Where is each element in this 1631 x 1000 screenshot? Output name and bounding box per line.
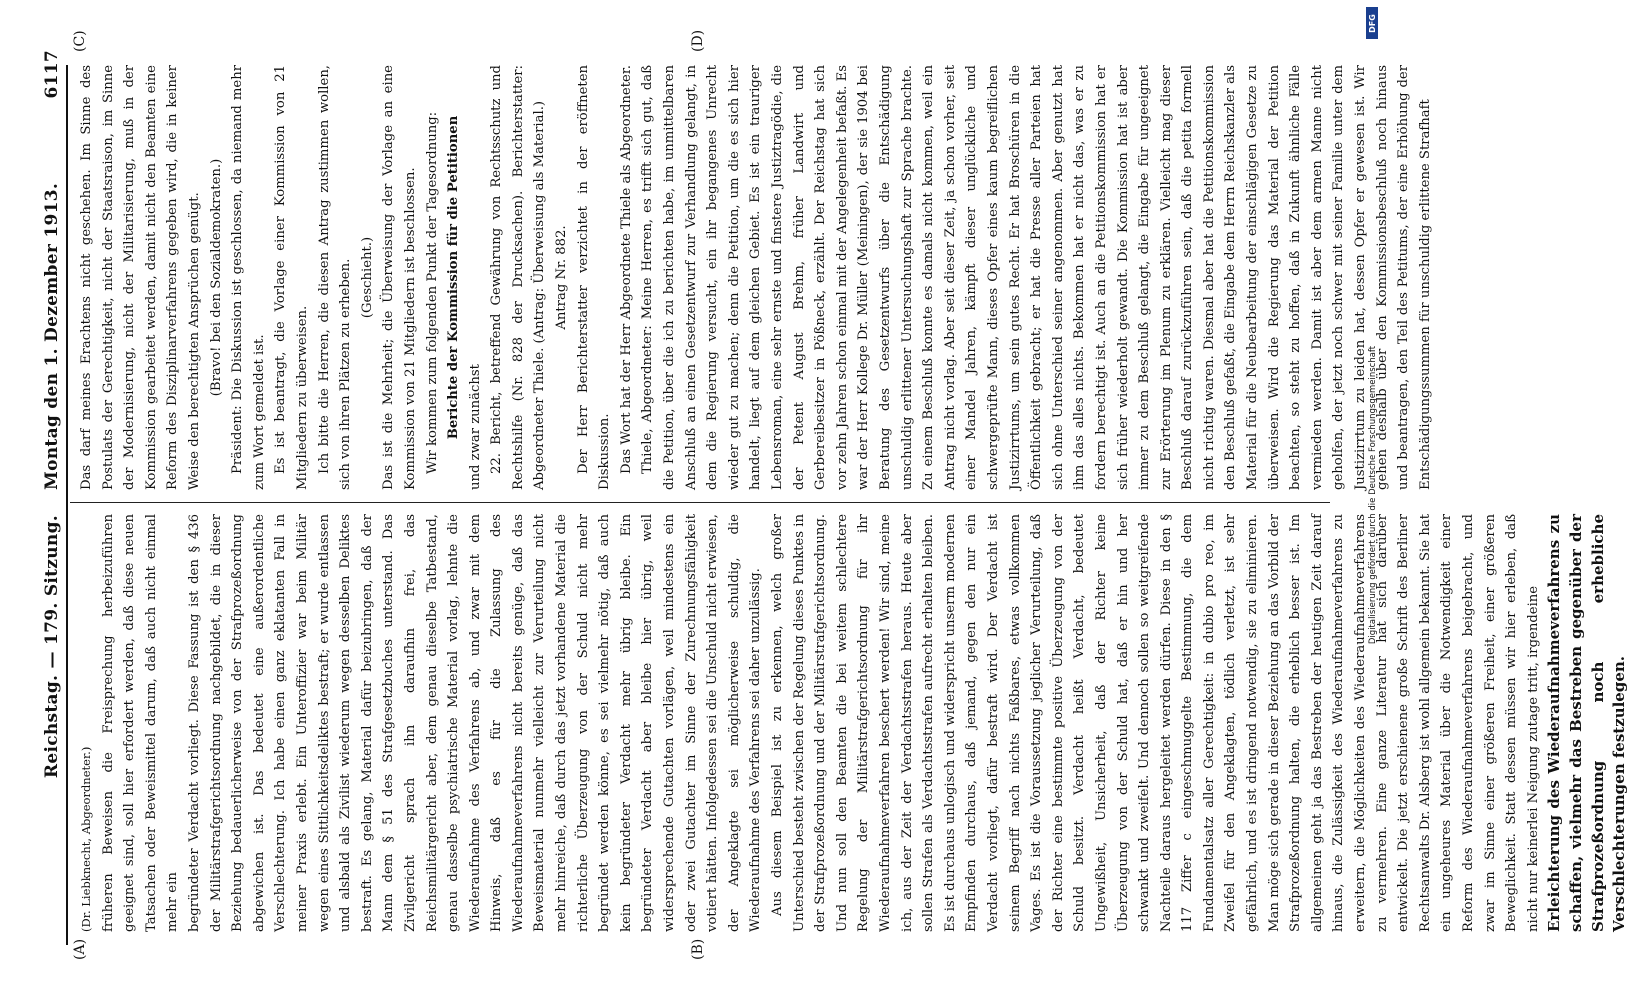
- action-note: (Geschieht.): [359, 236, 375, 319]
- left-page-title: Reichstag. — 179. Sitzung.: [42, 515, 62, 779]
- paragraph: Das darf meines Erachtens nicht geschehen. Im Sinne des Postulats der Gerechtigkeit, nicht der Staatsraison, im Sinne der Modernisierung, nicht der Militarisierung, muß in der Kommission gearbeitet werden, damit nicht den Beamten eine Reform des Disziplinarverfahrens gegeben wird, die in keiner Weise den berechtigten Ansprüchen genügt.: [79, 65, 202, 490]
- column-divider: [70, 502, 1330, 503]
- paragraph: begründeter Verdacht vorliegt. Diese Fassung ist den § 436 der Militärstrafgerichtsordnung nachgebildet, die in dieser Beziehung bedauerlicherweise von der Strafprozeßordnung abgewichen ist. Das bedeutet eine außerordentliche Verschlechterung. Ich habe einen ganz eklatanten Fall in meiner Praxis erlebt. Ein Unteroffizier war beim Militär wegen eines Sittlichkeitsdeliktes bestraft; er wurde entlassen und alsbald als Zivilist wiederum wegen desselben Deliktes bestraft. Es gelang, Material dafür beizubringen, daß der Mann dem § 51 des Strafgesetzbuches unterstand. Das Zivilgericht sprach ihn daraufhin frei, das Reichsmilitärgericht aber, dem genau dieselbe Tatbestand, genau dasselbe psychiatrische Material vorlag, lehnte die Wiederaufnahme des Verfahrens ab, und zwar mit dem Hinweis, daß es für die Zulassung des Wiederaufnahmeverfahrens nicht bereits genüge, daß das Beweismaterial nunmehr vielleicht zur Verurteilung nicht mehr hinreiche, daß durch das jetzt vorhandene Material die richterliche Überzeugung von der Schuld nicht mehr begründet werden könne, es sei vielmehr nötig, daß auch kein begründeter Verdacht mehr übrig bleibe. Ein begründeter Verdacht aber bleibe hier übrig, weil widersprechende Gutachten vorlägen, weil mindestens ein oder zwei Gutachter im Sinne der Zurechnungsfähigkeit votiert hätten. Infolgedessen sei die Unschuld nicht erwiesen, der Angeklagte sei möglicherweise schuldig, die Wiederaufnahme des Verfahrens sei daher unzulässig.: [186, 514, 764, 932]
- paragraph-emphasis: Erleichterung des Wiederaufnahmeverfahrens zu schaffen, vielmehr das Bestreben gegenüber der Strafprozeßordnung noch erhebliche Verschlechterungen festzulegen.: [1545, 514, 1629, 932]
- margin-marker-d: (D): [690, 29, 706, 52]
- paragraph: Das Wort hat der Herr Abgeordnete Thiele als Abgeordneter.: [618, 65, 634, 474]
- paragraph: Wir kommen zum folgenden Punkt der Tagesordnung:: [424, 111, 440, 474]
- right-page-title: Montag den 1. Dezember 1913.: [42, 182, 62, 490]
- right-page-number: 6117: [42, 50, 62, 99]
- paragraph: Thiele, Abgeordneter: Meine Herren, es trifft sich gut, daß die Petition, über die ich zu berichten habe, im unmittelbaren Anschluß an einen Gesetzentwurf zur Verhandlung gelangt, in dem die Regierung versucht, ein ihr begangenes Unrecht wieder gut zu machen; denn die Petition, um die es sich hier handelt, liegt auf dem gleichen Gebiet. Es ist ein trauriger Lebensroman, eine sehr ernste und finstere Justiztragödie, die der Petent August Brehm, früher Landwirt und Gerbereibesitzer in Pößneck, erzählt. Der Reichstag hat sich vor zehn Jahren schon einmal mit der Angelegenheit befaßt. Es war der Herr Kollege Dr. Müller (Meiningen), der sie 1904 bei Beratung des Gesetzentwurfs über die Entschädigung unschuldig erlittener Untersuchungshaft zur Sprache brachte. Zu einem Beschluß konnte es damals nicht kommen, weil ein Antrag nicht vorlag. Aber seit dieser Zeit, ja schon vorher, seit einer Mandel Jahren, kämpft dieser unglückliche und schwergeprüfte Mann, dieses Opfer eines kaum begreiflichen Justizirrtums, um sein gutes Recht. Er hat Broschüren in die Öffentlichkeit gebracht; er hat die Presse aller Parteien hat sich ohne Unterschied seiner angenommen. Aber genutzt hat ihm das alles nichts. Bekommen hat er nicht das, was er zu fordern berechtigt ist. Auch an die Petitionskommission hat er sich früher wiederholt gewandt. Die Kommission hat ist aber immer zu dem Beschluß gelangt, die Eingabe für ungeeignet zur Erörterung im Plenum zu erklären. Vielleicht mag dieser Beschluß darauf zurückzuführen sein, daß die petita formell nicht richtig waren. Diesmal aber hat die Petitionskommission den Beschluß gefaßt, die Eingabe dem Herrn Reichskanzler als Material für die Neubearbeitung der einschlägigen Gesetze zu überweisen. Wird die Regierung das Material der Petition beachten, so steht zu hoffen, daß in Zukunft ähnliche Fälle vermieden werden. Damit ist aber dem armen Manne nicht geholfen, der jetzt noch schwer mit seiner Familie unter dem Justizirrtum zu leiden hat, dessen Opfer er gewesen ist. Wir gehen deshalb über den Kommissionsbeschluß noch hinaus und beantragen, den Teil des Petitums, der eine Erhöhung der Entschädigungssummen für unschuldig erlittene Strafhaft: [640, 65, 1433, 490]
- paragraph: Der Herr Berichterstatter verzichtet in der eröffneten Diskussion.: [575, 65, 613, 490]
- paragraph: Es ist beantragt, die Vorlage einer Kommission von 21 Mitgliedern zu überweisen.: [273, 65, 310, 490]
- paragraph: Ich bitte die Herren, die diesen Antrag zustimmen wollen, sich von ihren Plätzen zu erheben.: [316, 65, 354, 490]
- footer-note: Digitalisierung gefördert durch die Deutsche Forschungsgemeinschaft: [1368, 345, 1378, 645]
- applause-note: (Bravo! bei den Sozialdemokraten.): [208, 158, 224, 397]
- right-page-header: [42, 50, 68, 490]
- paragraph: früheren Beweisen die Freisprechung herbeizuführen geeignet sind, soll hier erfordert werden, daß diese neuen Tatsachen oder Beweismittel darum, daß auch nicht einmal mehr ein: [100, 514, 181, 932]
- margin-marker-a: (A): [72, 938, 88, 960]
- right-column: [76, 65, 1433, 490]
- left-page-header: [42, 515, 68, 945]
- header-rule: [66, 65, 68, 945]
- agenda-item: 22. Bericht, betreffend Gewährung von Rechtsschutz und Rechtshilfe (Nr. 828 der Drucksachen). Berichterstatter: Abgeordneter Thiele. (Antrag: Überweisung als Material.): [489, 65, 548, 490]
- paragraph: Aus diesem Beispiel ist zu erkennen, welch großer Unterschied besteht zwischen der Regelung dieses Punktes in der Strafprozeßordnung und der Militärstrafgerichtsordnung. Und nun soll den Beamten die bei weitem schlechtere Regelung der Militärstrafgerichtsordnung für ihr Wiederaufnahmeverfahren beschert werden! Wir sind, meine ich, aus der Zeit der Verdachtsstrafen heraus. Heute aber sollen Strafen als Verdachtsstrafen aufrecht erhalten bleiben. Es ist durchaus unlogisch und widerspricht unserm modernen Empfinden durchaus, daß jemand, gegen den nur ein Verdacht vorliegt, dafür bestraft wird. Der Verdacht ist seinem Begriff nach nichts Faßbares, etwas vollkommen Vages. Es ist die Voraussetzung jeglicher Verurteilung, daß der Richter eine bestimmte positive Überzeugung von der Schuld besitzt. Verdacht heißt Verdacht, bedeutet Ungewißheit, Unsicherheit, daß der Richter keine Überzeugung von der Schuld hat, daß er hin und her schwankt und zweifelt. Und dennoch sollen so weitgreifende Nachteile daraus hergeleitet werden dürfen. Diese in den § 117 Ziffer c eingeschmuggelte Bestimmung, die dem Fundamentalsatz aller Gerechtigkeit: in dubio pro reo, im Zweifel für den Angeklagten, tödlich verletzt, ist sehr gefährlich, und es ist dringend notwendig, sie zu eliminieren. Man möge sich gerade in dieser Beziehung an das Vorbild der Strafprozeßordnung halten, die erheblich besser ist. Im allgemeinen geht ja das Bestreben der heutigen Zeit darauf hinaus, die Zulässigkeit des Wiederaufnahmeverfahrens zu erweitern, die Möglichkeiten des Wiederaufnahmeverfahrens zu vermehren. Eine ganze Literatur hat sich darüber entwickelt. Die jetzt erschienene große Schrift des Berliner Rechtsanwalts Dr. Alsberg ist wohl allgemein bekannt. Sie hat ein ungeheures Material über die Notwendigkeit einer Reform des Wiederaufnahmeverfahrens beigebracht, und zwar im Sinne einer größeren Freiheit, einer größeren Beweglichkeit. Statt dessen müssen wir hier erleben, daß nicht nur keinerlei Neigung zutage tritt, irgendeine: [770, 514, 1541, 932]
- paragraph: Präsident: Die Diskussion ist geschlossen, da niemand mehr zum Wort gemeldet ist.: [230, 65, 267, 490]
- speaker-note: (Dr. Liebknecht, Abgeordneter.): [79, 746, 93, 932]
- left-column: [76, 514, 1629, 932]
- margin-marker-b: (B): [690, 938, 706, 960]
- agenda-heading: Berichte der Kommission für die Petitionen: [446, 115, 462, 440]
- motion-number: Antrag Nr. 882.: [554, 225, 570, 330]
- paragraph: Das ist die Mehrheit; die Überweisung der Vorlage an eine Kommission von 21 Mitgliedern ist beschlossen.: [381, 65, 418, 490]
- dfg-logo: DFG: [1366, 7, 1378, 39]
- margin-marker-c: (C): [72, 30, 88, 52]
- paragraph: und zwar zunächst: [467, 364, 483, 490]
